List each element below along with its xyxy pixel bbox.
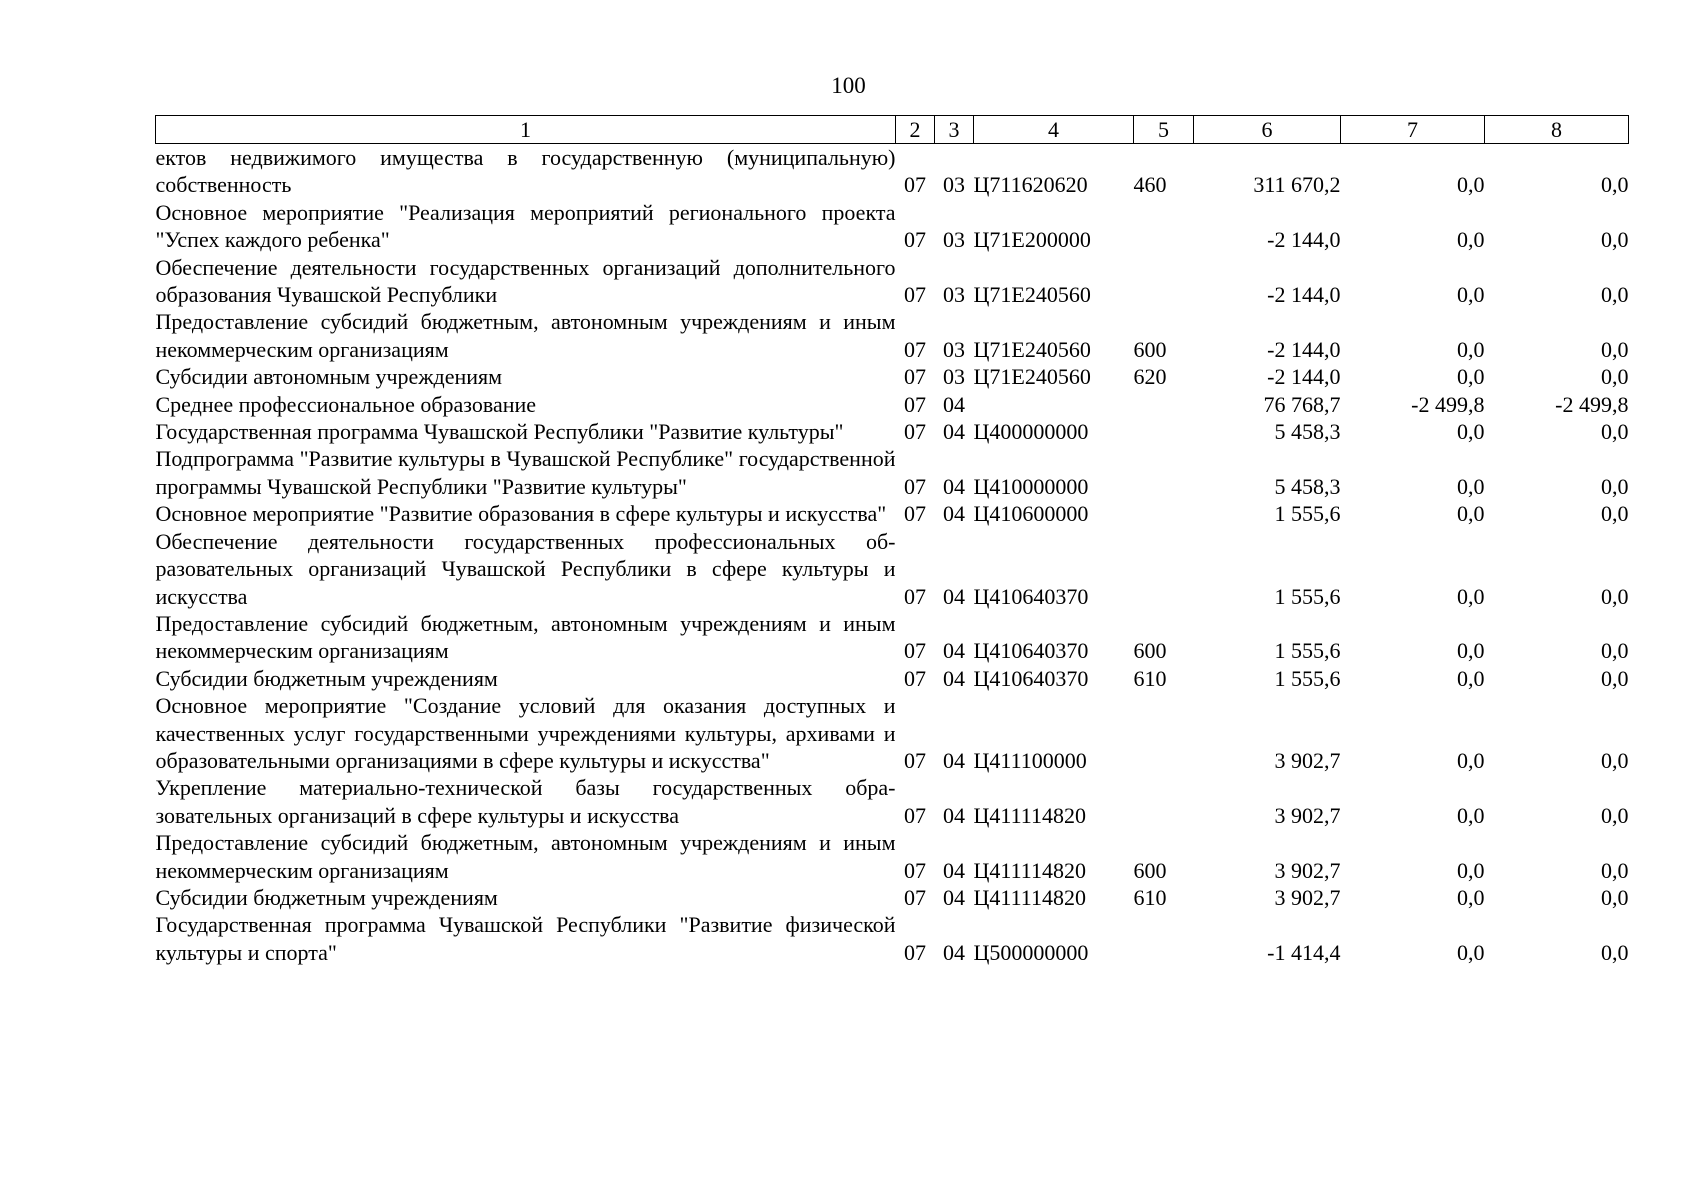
row-amount-col-6: -2 144,0 bbox=[1267, 364, 1341, 390]
row-section-code: 07 bbox=[904, 473, 926, 499]
row-amount-col-6: -2 144,0 bbox=[1267, 227, 1341, 253]
row-subsection-code: 03 bbox=[943, 282, 965, 308]
row-expense-type: 600 bbox=[1133, 638, 1167, 664]
row-amount-col-8: 0,0 bbox=[1601, 665, 1629, 691]
row-subsection-code: 03 bbox=[943, 172, 965, 198]
table-row bbox=[156, 391, 1629, 418]
row-subsection-code: 04 bbox=[943, 391, 965, 417]
row-amount-col-7: 0,0 bbox=[1457, 364, 1485, 390]
header-col-5: 5 bbox=[1134, 116, 1194, 144]
row-target-article: Ц71E240560 bbox=[973, 364, 1091, 390]
header-col-8: 8 bbox=[1485, 116, 1629, 144]
row-expense-type bbox=[1134, 391, 1194, 418]
row-subsection-code: 03 bbox=[943, 364, 965, 390]
row-amount-col-8: 0,0 bbox=[1601, 638, 1629, 664]
row-target-article: Ц711620620 bbox=[973, 172, 1088, 198]
table-row bbox=[156, 308, 1629, 363]
row-expense-type bbox=[1134, 911, 1194, 966]
table-row bbox=[156, 911, 1629, 966]
row-amount-col-7: 0,0 bbox=[1457, 282, 1485, 308]
header-col-3: 3 bbox=[935, 116, 974, 144]
row-description: ектов недвижимого имущества в государственную (муниципальную) собственность bbox=[155, 145, 896, 198]
row-amount-col-7: 0,0 bbox=[1457, 336, 1485, 362]
row-amount-col-7: 0,0 bbox=[1457, 473, 1485, 499]
table-row bbox=[156, 363, 1629, 390]
row-target-article: Ц410000000 bbox=[973, 473, 1089, 499]
row-target-article: Ц411114820 bbox=[973, 802, 1086, 828]
table-row bbox=[156, 884, 1629, 911]
row-subsection-code: 04 bbox=[943, 501, 965, 527]
table-row bbox=[156, 774, 1629, 829]
table-row bbox=[156, 500, 1629, 527]
row-amount-col-7: 0,0 bbox=[1457, 227, 1485, 253]
row-description: Укрепление материально-технической базы государственных образовательных организаций в сфере культуры и искусства bbox=[155, 775, 896, 828]
row-subsection-code: 04 bbox=[943, 802, 965, 828]
row-target-article: Ц410640370 bbox=[973, 583, 1089, 609]
row-section-code: 07 bbox=[904, 747, 926, 773]
row-amount-col-6: 3 902,7 bbox=[1274, 747, 1341, 773]
table-body bbox=[156, 144, 1629, 967]
row-amount-col-8: 0,0 bbox=[1601, 282, 1629, 308]
row-amount-col-8: 0,0 bbox=[1601, 939, 1629, 965]
row-description: Основное мероприятие "Реализация мероприятий регионального проекта "Успех каждого ребенка" bbox=[155, 199, 896, 253]
row-amount-col-8: 0,0 bbox=[1601, 583, 1629, 609]
row-amount-col-6: 1 555,6 bbox=[1274, 501, 1341, 527]
row-amount-col-8: 0,0 bbox=[1601, 227, 1629, 253]
row-section-code: 07 bbox=[904, 638, 926, 664]
row-description: Субсидии бюджетным учреждениям bbox=[155, 884, 498, 910]
table-row bbox=[156, 610, 1629, 665]
row-amount-col-6: 76 768,7 bbox=[1263, 391, 1341, 417]
row-description: Государственная программа Чувашской Республики "Развитие культуры" bbox=[155, 419, 844, 445]
row-expense-type bbox=[1134, 528, 1194, 610]
header-col-7: 7 bbox=[1341, 116, 1485, 144]
row-target-article: Ц411100000 bbox=[973, 747, 1087, 773]
row-subsection-code: 03 bbox=[943, 227, 965, 253]
row-section-code: 07 bbox=[904, 583, 926, 609]
row-section-code: 07 bbox=[904, 665, 926, 691]
row-amount-col-6: 3 902,7 bbox=[1274, 802, 1341, 828]
row-amount-col-7: 0,0 bbox=[1457, 419, 1485, 445]
table-row bbox=[156, 692, 1629, 774]
row-expense-type bbox=[1134, 418, 1194, 445]
row-amount-col-8: 0,0 bbox=[1601, 473, 1629, 499]
row-amount-col-8: 0,0 bbox=[1601, 172, 1629, 198]
row-amount-col-8: 0,0 bbox=[1601, 884, 1629, 910]
row-subsection-code: 04 bbox=[943, 638, 965, 664]
row-target-article: Ц411114820 bbox=[973, 857, 1086, 883]
row-expense-type bbox=[1134, 445, 1194, 500]
row-amount-col-7: 0,0 bbox=[1457, 939, 1485, 965]
row-amount-col-6: 3 902,7 bbox=[1274, 884, 1341, 910]
row-subsection-code: 04 bbox=[943, 857, 965, 883]
row-amount-col-6: -2 144,0 bbox=[1267, 336, 1341, 362]
row-section-code: 07 bbox=[904, 227, 926, 253]
row-amount-col-6: 1 555,6 bbox=[1274, 583, 1341, 609]
row-subsection-code: 04 bbox=[943, 419, 965, 445]
row-subsection-code: 03 bbox=[943, 336, 965, 362]
row-description: Обеспечение деятельности государственных профессиональных образовательных организаций Чувашской Республики в сфере культуры и искусства bbox=[155, 528, 896, 609]
row-description: Предоставление субсидий бюджетным, автономным учреждениям и иным некоммерческим организациям bbox=[155, 309, 896, 362]
row-amount-col-7: 0,0 bbox=[1457, 747, 1485, 773]
row-subsection-code: 04 bbox=[943, 665, 965, 691]
row-expense-type bbox=[1134, 774, 1194, 829]
table-row bbox=[156, 144, 1629, 199]
row-target-article: Ц410640370 bbox=[973, 665, 1089, 691]
table-row bbox=[156, 199, 1629, 254]
row-amount-col-6: -1 414,4 bbox=[1267, 939, 1341, 965]
header-col-1: 1 bbox=[156, 116, 896, 144]
table-row bbox=[156, 829, 1629, 884]
row-amount-col-7: -2 499,8 bbox=[1411, 391, 1485, 417]
row-amount-col-8: 0,0 bbox=[1601, 364, 1629, 390]
table-header bbox=[156, 116, 1629, 144]
row-section-code: 07 bbox=[904, 857, 926, 883]
row-amount-col-7: 0,0 bbox=[1457, 638, 1485, 664]
header-row bbox=[156, 116, 1629, 144]
row-amount-col-6: 1 555,6 bbox=[1274, 638, 1341, 664]
row-section-code: 07 bbox=[904, 282, 926, 308]
row-expense-type: 610 bbox=[1133, 884, 1167, 910]
row-target-article: Ц71E240560 bbox=[973, 282, 1091, 308]
row-description: Обеспечение деятельности государственных организаций дополнительного образования Чувашской Республики bbox=[155, 254, 896, 308]
row-amount-col-6: 1 555,6 bbox=[1274, 665, 1341, 691]
row-section-code: 07 bbox=[904, 336, 926, 362]
row-description: Предоставление субсидий бюджетным, автономным учреждениям и иным некоммерческим организациям bbox=[155, 830, 896, 883]
row-amount-col-7: 0,0 bbox=[1457, 802, 1485, 828]
row-description: Субсидии бюджетным учреждениям bbox=[155, 665, 498, 691]
row-amount-col-7: 0,0 bbox=[1457, 665, 1485, 691]
row-subsection-code: 04 bbox=[943, 583, 965, 609]
row-description: Основное мероприятие "Создание условий для оказания доступных и качественных услуг государственными учреждениями культуры, архивами и образовательными организациями в сфере культуры и искусства" bbox=[155, 693, 896, 773]
row-target-article: Ц410600000 bbox=[973, 501, 1089, 527]
row-expense-type bbox=[1134, 692, 1194, 774]
row-description: Государственная программа Чувашской Республики "Развитие физической культуры и спорта" bbox=[155, 912, 896, 965]
row-expense-type: 600 bbox=[1133, 857, 1167, 883]
row-section-code: 07 bbox=[904, 172, 926, 198]
row-target-article: Ц410640370 bbox=[973, 638, 1089, 664]
row-expense-type bbox=[1134, 254, 1194, 309]
row-section-code: 07 bbox=[904, 364, 926, 390]
row-target-article bbox=[974, 391, 1134, 418]
row-description: Основное мероприятие "Развитие образования в сфере культуры и искусства" bbox=[155, 501, 887, 527]
row-amount-col-8: 0,0 bbox=[1601, 419, 1629, 445]
table-row bbox=[156, 254, 1629, 309]
row-section-code: 07 bbox=[904, 802, 926, 828]
row-amount-col-7: 0,0 bbox=[1457, 857, 1485, 883]
row-subsection-code: 04 bbox=[943, 884, 965, 910]
page-number: 100 bbox=[831, 73, 866, 98]
table-row bbox=[156, 665, 1629, 692]
row-expense-type: 600 bbox=[1133, 336, 1167, 362]
row-amount-col-8: 0,0 bbox=[1601, 336, 1629, 362]
row-amount-col-7: 0,0 bbox=[1457, 583, 1485, 609]
row-amount-col-6: 5 458,3 bbox=[1274, 419, 1341, 445]
row-amount-col-6: 311 670,2 bbox=[1253, 172, 1341, 198]
row-description: Среднее профессиональное образование bbox=[155, 391, 537, 417]
row-amount-col-7: 0,0 bbox=[1457, 884, 1485, 910]
table-row bbox=[156, 445, 1629, 500]
row-amount-col-8: -2 499,8 bbox=[1555, 391, 1629, 417]
row-target-article: Ц500000000 bbox=[973, 939, 1089, 965]
row-subsection-code: 04 bbox=[943, 939, 965, 965]
row-section-code: 07 bbox=[904, 939, 926, 965]
row-section-code: 07 bbox=[904, 419, 926, 445]
row-amount-col-8: 0,0 bbox=[1601, 802, 1629, 828]
row-expense-type: 610 bbox=[1133, 665, 1167, 691]
row-target-article: Ц411114820 bbox=[973, 884, 1086, 910]
row-section-code: 07 bbox=[904, 501, 926, 527]
row-description: Субсидии автономным учреждениям bbox=[155, 364, 503, 390]
row-section-code: 07 bbox=[904, 884, 926, 910]
row-expense-type: 460 bbox=[1133, 172, 1167, 198]
row-amount-col-6: 3 902,7 bbox=[1274, 857, 1341, 883]
row-target-article: Ц400000000 bbox=[973, 419, 1089, 445]
row-amount-col-6: -2 144,0 bbox=[1267, 282, 1341, 308]
row-target-article: Ц71E200000 bbox=[973, 227, 1091, 253]
row-description: Подпрограмма "Развитие культуры в Чувашской Республике" государственной программы Чувашской Республики "Развитие культуры" bbox=[155, 446, 896, 499]
header-col-4: 4 bbox=[974, 116, 1134, 144]
header-col-2: 2 bbox=[896, 116, 935, 144]
row-description: Предоставление субсидий бюджетным, автономным учреждениям и иным некоммерческим организациям bbox=[155, 610, 896, 664]
row-expense-type: 620 bbox=[1133, 364, 1167, 390]
table-row bbox=[156, 418, 1629, 445]
table-row bbox=[156, 528, 1629, 610]
row-section-code: 07 bbox=[904, 391, 926, 417]
row-amount-col-8: 0,0 bbox=[1601, 857, 1629, 883]
budget-table bbox=[155, 115, 1629, 966]
row-subsection-code: 04 bbox=[943, 473, 965, 499]
row-subsection-code: 04 bbox=[943, 747, 965, 773]
header-col-6: 6 bbox=[1194, 116, 1341, 144]
row-expense-type bbox=[1134, 500, 1194, 527]
row-target-article: Ц71E240560 bbox=[973, 336, 1091, 362]
row-amount-col-8: 0,0 bbox=[1601, 501, 1629, 527]
row-amount-col-8: 0,0 bbox=[1601, 747, 1629, 773]
row-expense-type bbox=[1134, 199, 1194, 254]
row-amount-col-7: 0,0 bbox=[1457, 172, 1485, 198]
row-amount-col-6: 5 458,3 bbox=[1274, 473, 1341, 499]
row-amount-col-7: 0,0 bbox=[1457, 501, 1485, 527]
